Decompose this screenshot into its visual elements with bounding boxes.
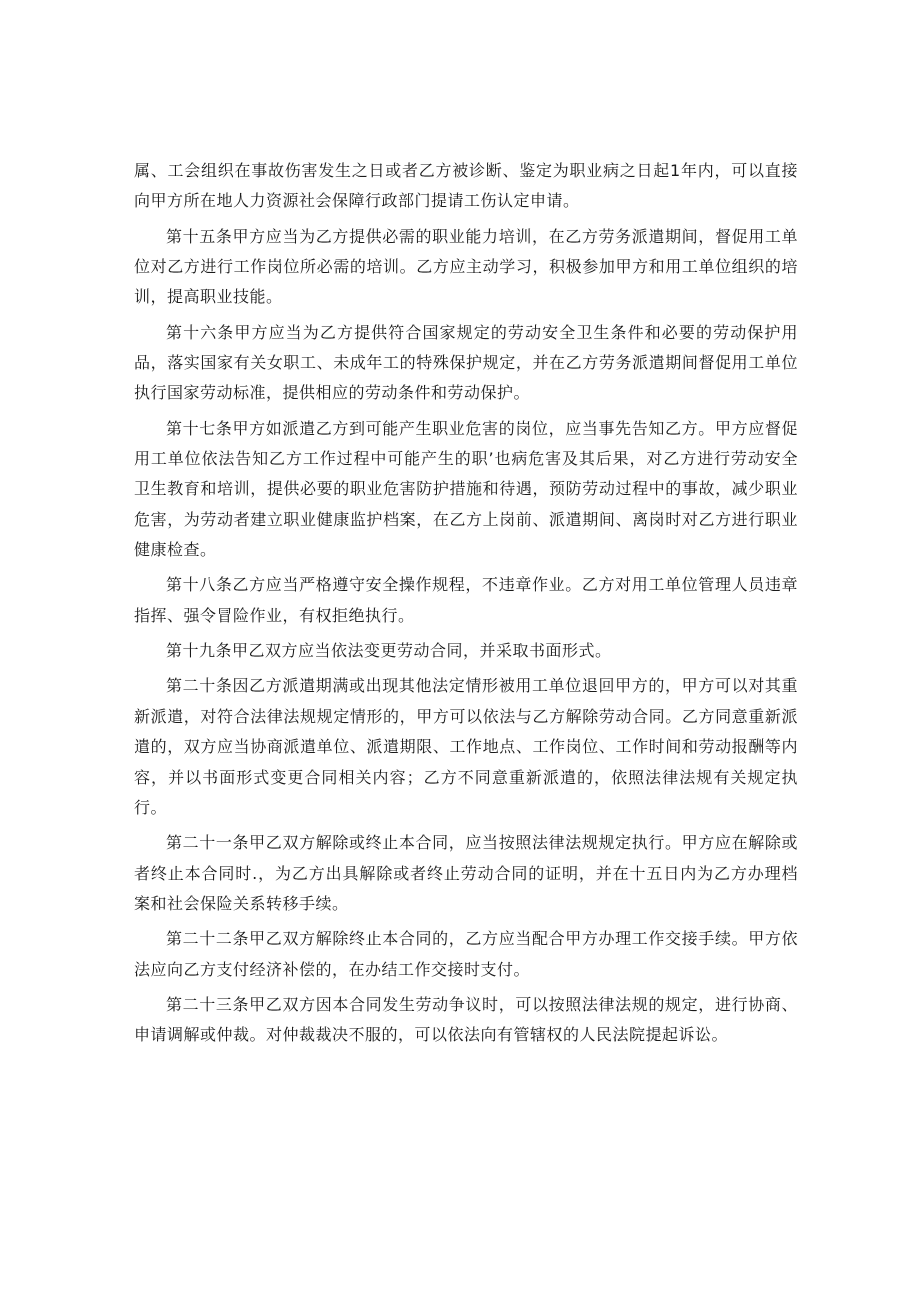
paragraph-article-15: 第十五条甲方应当为乙方提供必需的职业能力培训，在乙方劳务派遣期间，督促用工单位对乙方进行工作岗位所必需的培训。乙方应主动学习，积极参加甲方和用工单位组织的培训，提高职业技能。: [134, 226, 798, 307]
paragraph-article-16: 第十六条甲方应当为乙方提供符合国家规定的劳动安全卫生条件和必要的劳动保护用品，落实国家有关女职工、未成年工的特殊保护规定，并在乙方劳务派遣期间督促用工单位执行国家劳动标准，提供相应的劳动条件和劳动保护。: [134, 322, 798, 403]
paragraph-article-21: 第二十一条甲乙双方解除或终止本合同，应当按照法律法规规定执行。甲方应在解除或者终止本合同时.，为乙方出具解除或者终止劳动合同的证明，并在十五日内为乙方办理档案和社会保险关系转移手续。: [134, 833, 798, 913]
paragraph-article-17: 第十七条甲方如派遣乙方到可能产生职业危害的岗位，应当事先告知乙方。甲方应督促用工单位依法告知乙方工作过程中可能产生的职’也病危害及其后果，对乙方进行劳动安全卫生教育和培训，提供必要的职业危害防护措施和待遇，预防劳动过程中的事故，减少职业危害，为劳动者建立职业健康监护档案，在乙方上岗前、派遣期间、离岗时对乙方进行职业健康检查。: [134, 418, 798, 560]
paragraph-article-18: 第十八条乙方应当严格遵守安全操作规程，不违章作业。乙方对用工单位管理人员违章指挥、强令冒险作业，有权拒绝执行。: [134, 575, 798, 625]
document-body: [134, 156, 798, 1055]
paragraph-continuation: 属、工会组织在事故伤害发生之日或者乙方被诊断、鉴定为职业病之日起1年内，可以直接向甲方所在地人力资源社会保障行政部门提请工伤认定申请。: [134, 161, 798, 211]
paragraph-article-23: 第二十三条甲乙双方因本合同发生劳动争议时，可以按照法律法规的规定，进行协商、申请调解或仲裁。对仲裁裁决不服的，可以依法向有管辖权的人民法院提起诉讼。: [134, 994, 798, 1045]
paragraph-article-19: 第十九条甲乙双方应当依法变更劳动合同，并采取书面形式。: [166, 641, 612, 661]
paragraph-article-22: 第二十二条甲乙双方解除终止本合同的，乙方应当配合甲方办理工作交接手续。甲方依法应向乙方支付经济补偿的，在办结工作交接时支付。: [134, 929, 798, 979]
paragraph-article-20: 第二十条因乙方派遣期满或出现其他法定情形被用工单位退回甲方的，甲方可以对其重新派遣，对符合法律法规规定情形的，甲方可以依法与乙方解除劳动合同。乙方同意重新派遣的，双方应当协商派遣单位、派遣期限、工作地点、工作岗位、工作时间和劳动报酬等内容，并以书面形式变更合同相关内容；乙方不同意重新派遣的，依照法律法规有关规定执行。: [134, 676, 798, 817]
